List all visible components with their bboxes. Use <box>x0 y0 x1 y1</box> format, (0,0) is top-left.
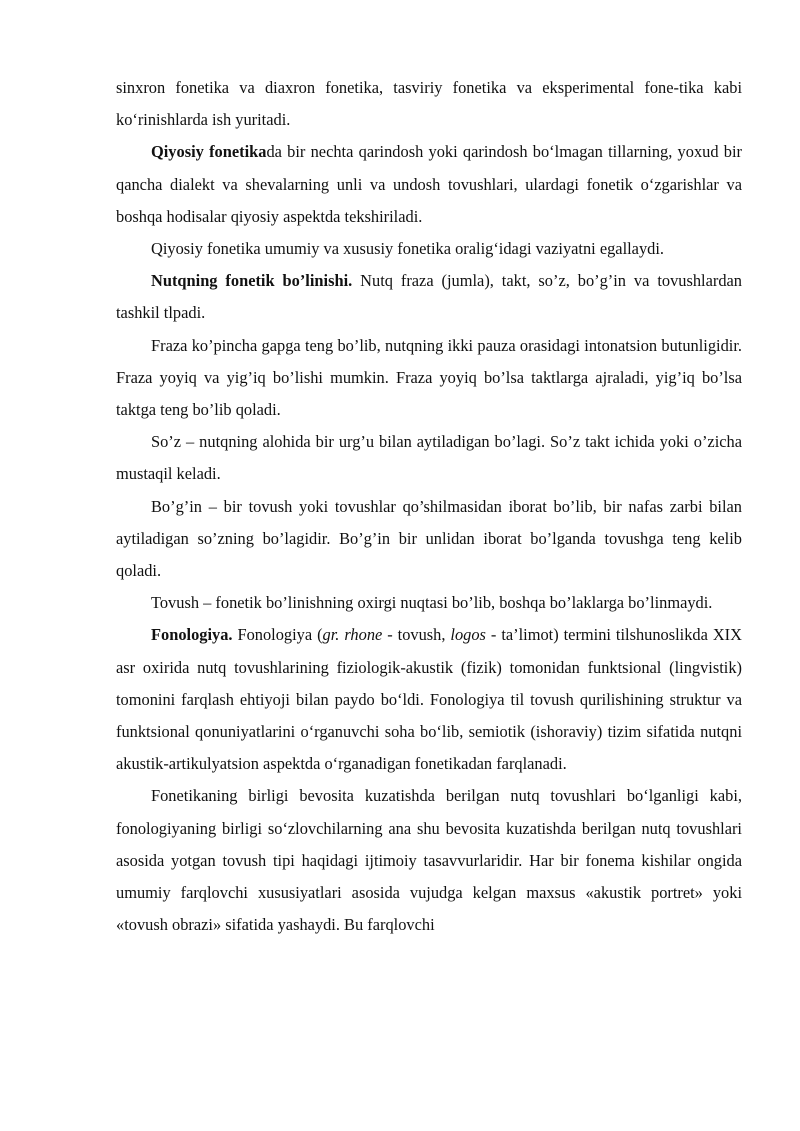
paragraph-text: Nutq fraza (jumla), takt, so’z, bo’g’in va tovushlardan tashkil tlpadi. <box>116 271 742 323</box>
paragraph <box>116 265 742 329</box>
paragraph-text: Bo’g’in – bir tovush yoki tovushlar qo’shilmasidan iborat bo’lib, bir nafas zarbi bilan aytiladigan so’zning bo’lagidir. Bo’g’in bir unlidan iborat bo’lganda tovushga teng kelib qoladi. <box>116 496 742 581</box>
paragraph <box>116 780 742 941</box>
paragraph-text: - ta’limot) termini tilshunoslikda XIX asr oxirida nutq tovushlarining fiziologik-akustik (fizik) tomonidan funktsional (lingvistik) tomonini farqlash ehtiyoji bilan paydo bo‘ldi. Fonologiya til tovush qurilishining struktur va funktsional qonuniyatlarini o‘rganuvchi soha bo‘lib, semiotik (ishoraviy) tizim sifatida nutqni akustik-artikulyatsion aspektda o‘rganadigan fonetikadan farqlanadi. <box>116 625 742 774</box>
paragraph <box>116 233 742 265</box>
paragraph-text: sinxron fonetika va diaxron fonetika, tasviriy fonetika va eksperimental fone-tika kabi ko‘rinishlarda ish yuritadi. <box>116 78 742 130</box>
paragraph <box>116 330 742 427</box>
paragraph <box>116 491 742 588</box>
section-heading: Nutqning fonetik bo’linishi. <box>151 271 353 291</box>
paragraph <box>116 72 742 136</box>
italic-term: logos <box>450 625 486 645</box>
italic-term: gr. rhone <box>322 625 383 645</box>
paragraph <box>116 136 742 233</box>
paragraph-text: da bir nechta qarindosh yoki qarindosh bo‘lmagan tillarning, yoxud bir qancha dialekt va shevalarning unli va undosh tovushlari, ulardagi fonetik o‘zgarishlar va boshqa hodisalar qiyosiy aspektda tekshiriladi. <box>116 142 742 226</box>
paragraph-text: - tovush, <box>382 625 451 645</box>
paragraph <box>116 587 742 619</box>
document-page <box>116 72 742 941</box>
paragraph-text: Fonetikaning birligi bevosita kuzatishda berilgan nutq tovushlari bo‘lganligi kabi, fonologiyaning birligi so‘zlovchilarning ana shu bevosita kuzatishda berilgan nutq tovushlari asosida yotgan tovush tipi haqidagi ijtimoiy tasavvurlaridir. Har bir fonema kishilar ongida umumiy farqlovchi xususiyatlari asosida vujudga kelgan maxsus «akustik portret» yoki «tovush obrazi» sifatida yashaydi. Bu farqlovchi <box>116 786 742 935</box>
section-heading: Fonologiya. <box>151 625 233 645</box>
paragraph-text: Fonologiya ( <box>232 625 323 645</box>
paragraph-text: Tovush – fonetik bo’linishning oxirgi nuqtasi bo’lib, boshqa bo’laklarga bo’linmaydi. <box>151 593 713 613</box>
paragraph-text: So’z – nutqning alohida bir urg’u bilan aytiladigan bo’lagi. So’z takt ichida yoki o’zicha mustaqil keladi. <box>116 432 742 484</box>
term-heading: Qiyosiy fonetika <box>151 142 267 162</box>
paragraph <box>116 426 742 490</box>
paragraph-text: Fraza ko’pincha gapga teng bo’lib, nutqning ikki pauza orasidagi intonatsion butunligidir. Fraza yoyiq va yig’iq bo’lishi mumkin. Fraza yoyiq bo’lsa taktlarga ajraladi, yig’iq bo’lsa taktga teng bo’lib qoladi. <box>116 335 742 420</box>
paragraph <box>116 619 742 780</box>
paragraph-text: Qiyosiy fonetika umumiy va xususiy fonetika oralig‘idagi vaziyatni egallaydi. <box>151 239 664 259</box>
